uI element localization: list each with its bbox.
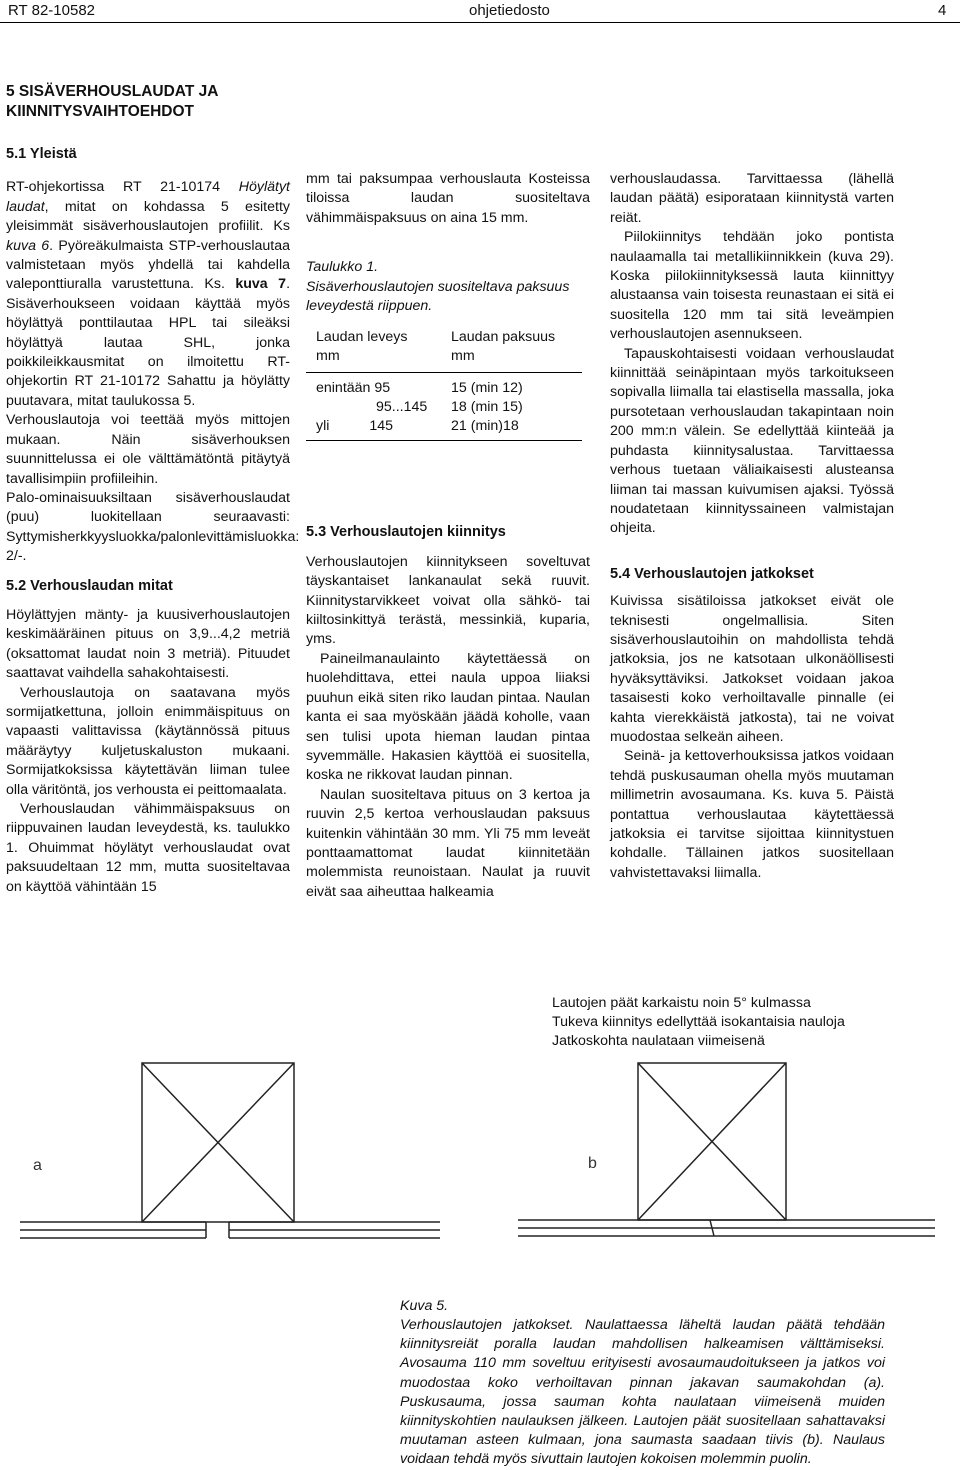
label-b: b [588, 1155, 597, 1172]
paragraph: Tapauskohtaisesti voidaan verhouslaudat kiinnittää seinäpintaan myös tarkoitukseen sopivalla liimalla tai elastisella massalla, joka pursotetaan verhouslaudan takapintaan noin 200 mm:n välein. Se edellyttää kiinteää ja puhdasta kiinnitysalustaa. Tarvittaessa verhous tuetaan väliaikaisesti alusteansa liiman tai massan kuivumisen ajaksi. Työssä noudatetaan kiinnityssaineen valmistajan ohjeita. [610, 345, 894, 537]
doc-type: ohjetiedosto [469, 2, 550, 19]
doc-code: RT 82-10582 [8, 2, 96, 19]
thickness-table [306, 328, 582, 441]
figure-caption-text: Verhouslautojen jatkokset. Naulattaessa läheltä laudan päätä tehdään kiinnitysreiät poralla laudan mahdollisen halkeamisen välttämiseksi. Avosauma 110 mm soveltuu erityisesti avosaumaudoitukseen ja jatkos voi muodostaa koko verhoiltavan pinnan jakavan saumakohdan (a). Puskusauma, jossa sauman kohta naulataan viimeisenä muiden kiinnityskohtien naulauksen jälkeen. Lautojen päät suositellaan sahattavaksi muutaman asteen kulmaan, jona saumasta saadaan tiivis (b). Naulaus voidaan tehdä myös sivuttain lautojen kokoisen molemmin puolin. [400, 1317, 885, 1468]
chapter-title: 5 SISÄVERHOUSLAUDAT JA KIINNITYSVAIHTOEHDOT [6, 83, 218, 120]
figure-note: Lautojen päät karkaistu noin 5° kulmassa [552, 995, 811, 1011]
joint-b-drawing [518, 1063, 935, 1236]
column-3 [610, 170, 894, 883]
paragraph: Verhouslautoja voi teettää myös mittojen mukaan. Näin sisäverhouksen suunnittelussa ei ole välttämätöntä pitäytyä tavallisimpiin profiileihin. [6, 412, 290, 487]
paragraph: Verhouslautoja on saatavana myös sormijatkettuna, jolloin enimmäispituus on vapaasti valittavissa (käytännössä pituus määräytyy kuljetuskaluston mukaani. Sormijatkoksissa käytettävän liiman tulee olla väritöntä, jos verhousta ei peittomaalata. [6, 684, 290, 798]
column-2 [306, 170, 590, 902]
paragraph: Höylättyjen mänty- ja kuusiverhouslautojen keskimääräinen pituus on 3,9...4,2 metriä (oksattomat laudat noin 3 metriä). Pituudet saattavat vaihdella sahakohtaisesti. [6, 606, 290, 682]
table-row: yli 145 21 (min)18 [306, 417, 582, 441]
table-units-row: mm mm [306, 347, 582, 373]
figure-note: Tukeva kiinnitys edellyttää isokantaisia nauloja [552, 1014, 845, 1031]
page-number: 4 [938, 2, 947, 19]
table-caption: Sisäverhouslautojen suositeltava paksuus leveydestä riippuen. [306, 278, 570, 315]
paragraph: verhouslaudassa. Tarvittaessa (lähellä laudan päätä) esiporataan kiinnitystä varten reiät. [610, 171, 894, 226]
joint-diagram [0, 1060, 960, 1280]
paragraph: Verhouslautojen kiinnitykseen soveltuvat täyskantaiset lankanaulat sekä ruuvit. Kiinnitystarvikkeet voivat olla sähkö- tai kiiltosinkittyä terästä, messinkiä, kuparia, yms. [306, 553, 590, 648]
paragraph: Piilokiinnitys tehdään joko pontista naulaamalla tai metallikiinnikkein (kuva 29). Koska piilokiinnityksessä lauta kiinnittyy alustaansa vain toisesta reunastaan ei sitä ei suositella 120 mm tai sitä leveämpien verhouslautojen asennukseen. [610, 229, 894, 343]
section-5-1-heading: 5.1 Yleistä [6, 146, 77, 162]
paragraph: RT-ohjekortissa RT 21-10174 Höylätyt laudat, mitat on kohdassa 5 esitetty yleisimmät sisäverhouslautojen profiilit. Ks kuva 6. Pyöreäkulmaista STP-verhouslautaa valmistetaan myös yhdellä tai kahdella valeponttiuralla varustettuna. Ks. kuva 7. Sisäverhoukseen voidaan käyttää myös höylättyä ponttilautaa HPL tai sileäksi höylättyä lautaa SHL, jonka poikkileikkausmitat on ilmoitettu RT-ohjekortin RT 21-10172 Sahattu ja höylätty puutavara, mitat taulukossa 5. [6, 179, 291, 409]
column-1 [6, 82, 300, 897]
label-a: a [33, 1157, 42, 1174]
paragraph: Naulan suositeltava pituus on 3 kertoa ja ruuvin 2,5 kertoa verhouslaudan paksuus kuitenkin vähintään 30 mm. Yli 75 mm leveät ponttaamattomat laudat kiinnitetään molemmista reunoistaan. Naulat ja ruuvit eivät saa aiheuttaa halkeamia [306, 786, 590, 900]
section-5-4-heading: 5.4 Verhouslautojen jatkokset [610, 565, 814, 582]
paragraph: Verhouslaudan vähimmäispaksuus on riippuvainen laudan leveydestä, ks. taulukko 1. Ohuimmat höylätyt verhouslaudat ovat paksuudeltaan 12 mm, mutta suositeltavaa on käyttöä vähintään 15 [6, 801, 290, 895]
page-header [0, 0, 960, 23]
table-title: Taulukko 1. [306, 259, 379, 276]
figure-note: Jatkoskohta naulataan viimeisenä [552, 1033, 765, 1050]
paragraph: Palo-ominaisuuksiltaan sisäverhouslaudat (puu) luokitellaan seuraavasti: Syttymisherkkyysluokka/palonlevittämisluokka: 2/-. [6, 489, 300, 565]
joint-a-drawing [20, 1063, 440, 1238]
figure-caption [400, 1297, 890, 1316]
caption-title: Kuva 5. [400, 1298, 449, 1314]
section-5-3-heading: 5.3 Verhouslautojen kiinnitys [306, 524, 506, 541]
paragraph: Seinä- ja kettoverhouksissa jatkos voidaan tehdä puskusauman ohella myös muutaman millimetrin avosaumana. Ks. kuva 5. Päistä pontattua verhouslautaa käytettäessä jatkoksia ei tarvitse sijoittaa kiinnitystuen kohdalle. Tällainen jatkos suositellaan vahvistettavaksi liimalla. [610, 748, 894, 881]
figure-notes [552, 994, 845, 1052]
paragraph: Paineilmanaulainto käytettäessä on huolehdittava, ettei naula uppoa liiaksi puuhun eikä siten riko laudan pintaa. Naulan kanta ei saa myöskään jäädä koholle, vaan sen tulisi upota hieman laudan pintaa syvemmälle. Hakasien käyttöä ei suositella, koska ne rikkovat laudan pinnan. [306, 650, 590, 784]
paragraph: mm tai paksumpaa verhouslauta Kosteissa tiloissa laudan suositeltava vähimmäispaksuus on aina 15 mm. [306, 171, 590, 226]
section-5-2-heading: 5.2 Verhouslaudan mitat [6, 577, 173, 594]
table-row: 95...145 18 (min 15) [376, 399, 523, 416]
paragraph: Kuivissa sisätiloissa jatkokset eivät ole teknisesti ongelmallisia. Siten sisäverhouslautoihin on mahdollista tehdä jatkoksia, jos ne katsotaan ulkonäöllisesti hyväksyttäviksi. Jatkokset voidaan jakoa tasaisesti koko verhoiltavalle pinnalle (ei kahta vierekkäistä jatkosta), tai ne voivat muodostaa selkeän aiheen. [610, 593, 894, 745]
table-row: enintään 95 15 (min 12) [316, 380, 523, 397]
table-header-row: Laudan leveys Laudan paksuus [316, 329, 556, 346]
